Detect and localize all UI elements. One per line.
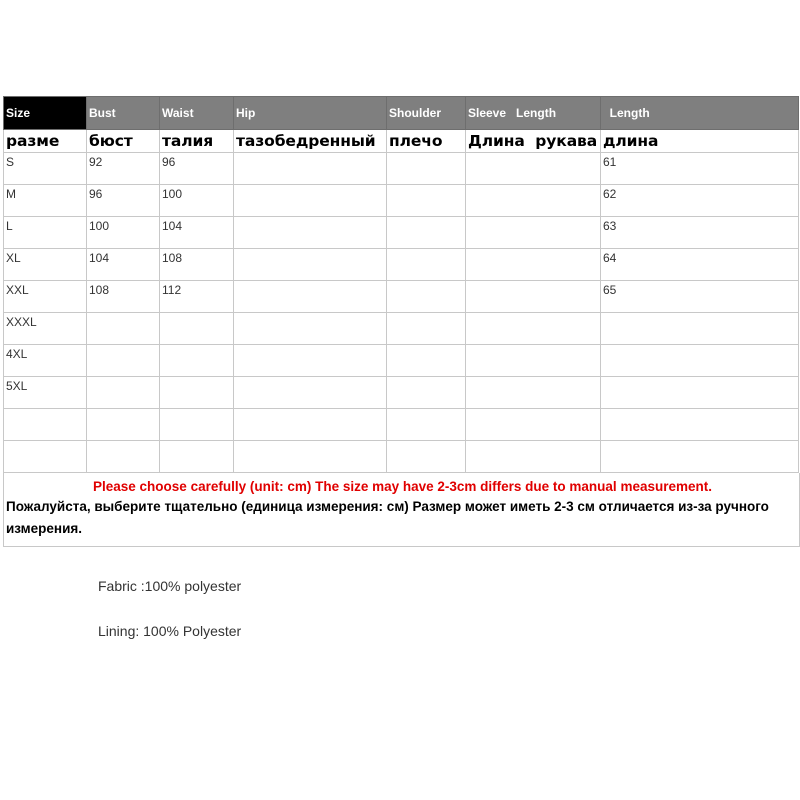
table-cell xyxy=(160,313,234,345)
table-cell xyxy=(160,409,234,441)
table-cell: 108 xyxy=(160,249,234,281)
table-cell xyxy=(601,377,799,409)
header-row-ru xyxy=(4,130,799,153)
table-cell xyxy=(466,281,601,313)
header-sleeve-length: Sleeve Length xyxy=(466,97,601,130)
table-cell xyxy=(87,409,160,441)
table-cell xyxy=(387,441,466,473)
table-cell xyxy=(387,281,466,313)
lining-composition: Lining: 100% Polyester xyxy=(98,623,242,639)
header-bust: Bust xyxy=(87,97,160,130)
table-cell: 108 xyxy=(87,281,160,313)
table-row xyxy=(4,249,799,281)
table-cell: 62 xyxy=(601,185,799,217)
table-cell xyxy=(601,409,799,441)
table-row xyxy=(4,217,799,249)
table-cell xyxy=(601,441,799,473)
table-cell xyxy=(387,377,466,409)
table-cell xyxy=(601,313,799,345)
table-cell xyxy=(4,441,87,473)
table-cell: M xyxy=(4,185,87,217)
table-cell xyxy=(4,409,87,441)
measurement-note xyxy=(3,473,800,547)
table-cell xyxy=(466,153,601,185)
table-cell: 5XL xyxy=(4,377,87,409)
table-row xyxy=(4,377,799,409)
size-table xyxy=(3,96,799,473)
header-ru-length: длина xyxy=(601,130,799,153)
table-cell: 96 xyxy=(160,153,234,185)
table-cell xyxy=(160,377,234,409)
table-cell xyxy=(87,345,160,377)
table-row xyxy=(4,345,799,377)
table-cell xyxy=(234,185,387,217)
fabric-composition: Fabric :100% polyester xyxy=(98,578,242,594)
table-row xyxy=(4,281,799,313)
table-cell: 61 xyxy=(601,153,799,185)
table-cell xyxy=(160,345,234,377)
table-cell: 92 xyxy=(87,153,160,185)
note-russian: Пожалуйста, выберите тщательно (единица измерения: см) Размер может иметь 2-3 см отличается из-за ручного измерения. xyxy=(6,499,769,536)
table-cell xyxy=(234,441,387,473)
table-cell xyxy=(160,441,234,473)
header-ru-hip: тазобедренный xyxy=(234,130,387,153)
table-row xyxy=(4,313,799,345)
table-cell xyxy=(466,345,601,377)
table-cell xyxy=(234,217,387,249)
header-size: Size xyxy=(4,97,87,130)
table-cell xyxy=(466,185,601,217)
table-cell xyxy=(234,281,387,313)
header-ru-sleeve-length: Длина рукава xyxy=(466,130,601,153)
table-cell xyxy=(466,409,601,441)
header-shoulder: Shoulder xyxy=(387,97,466,130)
table-cell: 100 xyxy=(160,185,234,217)
table-row xyxy=(4,409,799,441)
table-cell xyxy=(87,377,160,409)
table-cell xyxy=(387,409,466,441)
table-cell xyxy=(466,313,601,345)
table-cell xyxy=(466,441,601,473)
table-cell xyxy=(387,153,466,185)
note-english: Please choose carefully (unit: cm) The size may have 2-3cm differs due to manual measurement. xyxy=(93,479,712,494)
table-cell: S xyxy=(4,153,87,185)
table-cell: 112 xyxy=(160,281,234,313)
table-cell xyxy=(466,377,601,409)
table-cell: 4XL xyxy=(4,345,87,377)
size-chart xyxy=(3,96,798,547)
header-hip: Hip xyxy=(234,97,387,130)
table-cell xyxy=(387,313,466,345)
header-row-en xyxy=(4,97,799,130)
header-ru-bust: бюст xyxy=(87,130,160,153)
table-cell xyxy=(466,217,601,249)
table-cell xyxy=(466,249,601,281)
table-cell xyxy=(387,217,466,249)
table-cell: 96 xyxy=(87,185,160,217)
header-length: Length xyxy=(601,97,799,130)
table-cell: 104 xyxy=(160,217,234,249)
header-ru-size: разме xyxy=(4,130,87,153)
table-cell xyxy=(387,185,466,217)
header-ru-shoulder: плечо xyxy=(387,130,466,153)
table-cell xyxy=(234,377,387,409)
table-row xyxy=(4,153,799,185)
table-cell: L xyxy=(4,217,87,249)
table-cell xyxy=(387,345,466,377)
table-cell: 65 xyxy=(601,281,799,313)
table-cell xyxy=(87,441,160,473)
table-cell: 104 xyxy=(87,249,160,281)
table-cell: 63 xyxy=(601,217,799,249)
header-waist: Waist xyxy=(160,97,234,130)
table-row xyxy=(4,441,799,473)
table-cell xyxy=(234,153,387,185)
table-cell xyxy=(234,345,387,377)
table-cell xyxy=(234,249,387,281)
table-cell xyxy=(601,345,799,377)
table-cell xyxy=(234,313,387,345)
table-row xyxy=(4,185,799,217)
table-cell xyxy=(387,249,466,281)
table-cell: XXXL xyxy=(4,313,87,345)
table-cell xyxy=(87,313,160,345)
table-cell: XXL xyxy=(4,281,87,313)
table-cell: 64 xyxy=(601,249,799,281)
header-ru-waist: талия xyxy=(160,130,234,153)
table-cell: XL xyxy=(4,249,87,281)
table-cell: 100 xyxy=(87,217,160,249)
table-cell xyxy=(234,409,387,441)
